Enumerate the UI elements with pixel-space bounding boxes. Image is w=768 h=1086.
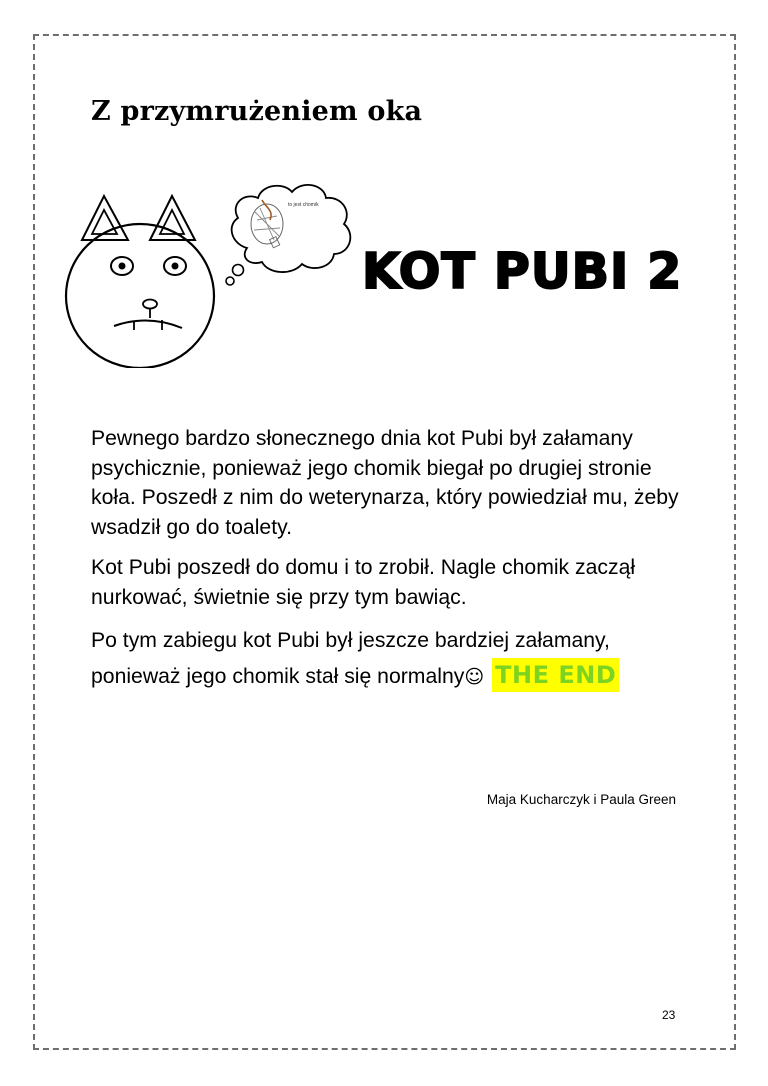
story-title: KOT PUBI 2 [362, 243, 683, 300]
story-paragraph-3 [91, 623, 691, 695]
page-number: 23 [662, 1008, 676, 1022]
cat-mouth [114, 320, 182, 328]
thought-bubble-label: to jest chomik [288, 202, 319, 208]
thought-bubble [232, 185, 351, 272]
story-paragraph-1: Pewnego bardzo słonecznego dnia kot Pubi był załamany psychicznie, ponieważ jego chomik biegał po drugiej stronie koła. Poszedł z nim do weterynarza, który powiedział mu, żeby wsadził go do toalety. [91, 427, 679, 539]
section-title: Z przymrużeniem oka [91, 96, 423, 127]
story-text [91, 424, 691, 706]
story-paragraph-3-text: Po tym zabiegu kot Pubi był jeszcze bardziej załamany, ponieważ jego chomik stał się normalny [91, 629, 610, 688]
the-end-label: THE END [492, 658, 619, 692]
cat-nose [143, 300, 157, 309]
cat-illustration [62, 178, 362, 368]
story-paragraph-2: Kot Pubi poszedł do domu i to zrobił. Nagle chomik zaczął nurkować, świetnie się przy tym bawiąc. [91, 556, 636, 609]
cat-face [66, 224, 214, 368]
authors: Maja Kucharczyk i Paula Green [486, 792, 676, 807]
smiley-icon: ☺ [464, 666, 485, 688]
